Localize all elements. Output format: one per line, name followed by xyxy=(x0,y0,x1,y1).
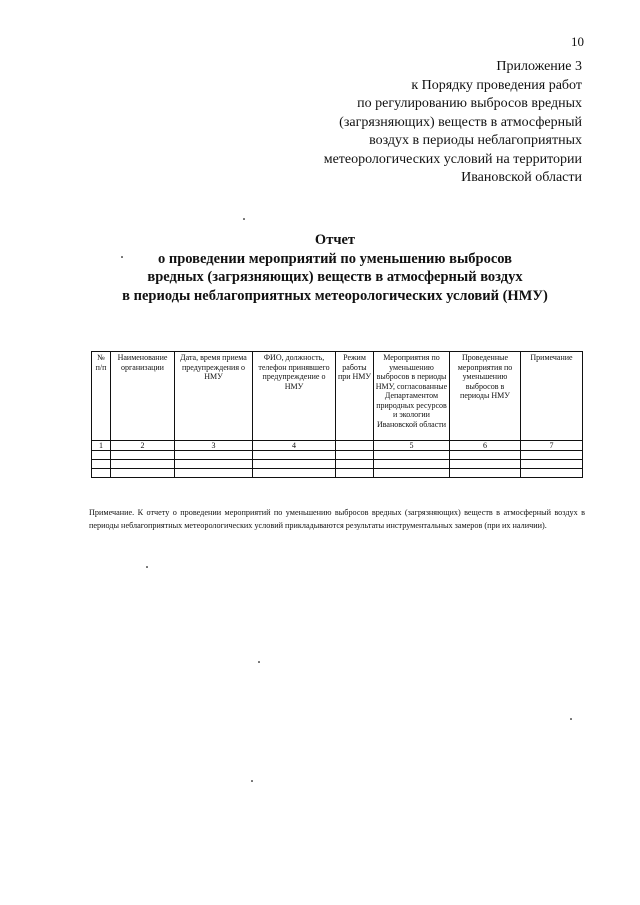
table-cell xyxy=(253,451,336,460)
table-cell xyxy=(111,460,175,469)
table-cell xyxy=(374,460,450,469)
scan-speck xyxy=(251,780,253,782)
appendix-line: Приложение 3 xyxy=(496,59,582,74)
table-cell xyxy=(92,451,111,460)
table-row xyxy=(92,451,583,460)
column-header-number: № п/п xyxy=(92,352,111,441)
column-header-performed-measures: Проведенные мероприятия по уменьшению выбросов в периоды НМУ xyxy=(450,352,521,441)
appendix-line: по регулированию выбросов вредных xyxy=(357,96,582,111)
table-cell xyxy=(253,460,336,469)
column-number: 2 xyxy=(111,441,175,451)
column-number: 4 xyxy=(253,441,336,451)
column-header-organization: Наименование организации xyxy=(111,352,175,441)
column-number xyxy=(336,441,374,451)
column-header-recipient: ФИО, должность, телефон принявшего предупреждение о НМУ xyxy=(253,352,336,441)
column-header-note: Примечание xyxy=(521,352,583,441)
scan-speck xyxy=(570,718,572,720)
table-cell xyxy=(374,469,450,478)
report-title-line: о проведении мероприятий по уменьшению выбросов xyxy=(157,250,512,267)
column-header-mode: Режим работы при НМУ xyxy=(336,352,374,441)
column-header-planned-measures: Мероприятия по уменьшению выбросов в периоды НМУ, согласованные Департаментом природных ресурсов и экологии Ивановской области xyxy=(374,352,450,441)
report-title-line: вредных (загрязняющих) веществ в атмосферный воздух xyxy=(147,269,523,285)
table-note: Примечание. К отчету о проведении мероприятий по уменьшению выбросов вредных (загрязняющих) веществ в атмосферный воздух в периоды неблагоприятных метеорологических условий прикладываются результаты инструментальных замеров (при их наличии). xyxy=(89,508,585,530)
appendix-line: (загрязняющих) веществ в атмосферный xyxy=(339,114,582,130)
table-cell xyxy=(374,451,450,460)
table-cell xyxy=(450,451,521,460)
scan-speck xyxy=(258,661,260,663)
column-number: 5 xyxy=(374,441,450,451)
column-header-warning-date: Дата, время приема предупреждения о НМУ xyxy=(175,352,253,441)
appendix-line: метеорологических условий на территории xyxy=(323,151,582,167)
table-cell xyxy=(175,451,253,460)
scan-speck xyxy=(121,256,123,258)
column-number: 7 xyxy=(521,441,583,451)
table-cell xyxy=(336,469,374,478)
table-cell xyxy=(253,469,336,478)
report-table xyxy=(91,351,583,478)
table-row xyxy=(92,460,583,469)
appendix-line: Ивановской области xyxy=(461,170,582,185)
report-title-line: Отчет xyxy=(314,232,356,248)
report-title-line: в периоды неблагоприятных метеорологических условий (НМУ) xyxy=(122,287,548,304)
table-cell xyxy=(175,460,253,469)
column-number-row xyxy=(92,441,583,451)
table-cell xyxy=(521,469,583,478)
table-cell xyxy=(92,469,111,478)
table-header-row xyxy=(92,352,583,441)
table-cell xyxy=(336,451,374,460)
scan-speck xyxy=(146,566,148,568)
report-title xyxy=(0,231,640,305)
column-number: 3 xyxy=(175,441,253,451)
table-cell xyxy=(111,469,175,478)
column-number: 1 xyxy=(92,441,111,451)
table-cell xyxy=(175,469,253,478)
column-number: 6 xyxy=(450,441,521,451)
table-cell xyxy=(111,451,175,460)
appendix-line: воздух в периоды неблагоприятных xyxy=(369,133,582,148)
table-row xyxy=(92,469,583,478)
table-cell xyxy=(521,460,583,469)
table-cell xyxy=(450,469,521,478)
scan-speck xyxy=(243,218,245,220)
table-cell xyxy=(92,460,111,469)
table-cell xyxy=(450,460,521,469)
appendix-line: к Порядку проведения работ xyxy=(411,77,582,93)
table-cell xyxy=(336,460,374,469)
table-cell xyxy=(521,451,583,460)
appendix-reference xyxy=(262,58,582,188)
page-number: 10 xyxy=(571,34,584,49)
